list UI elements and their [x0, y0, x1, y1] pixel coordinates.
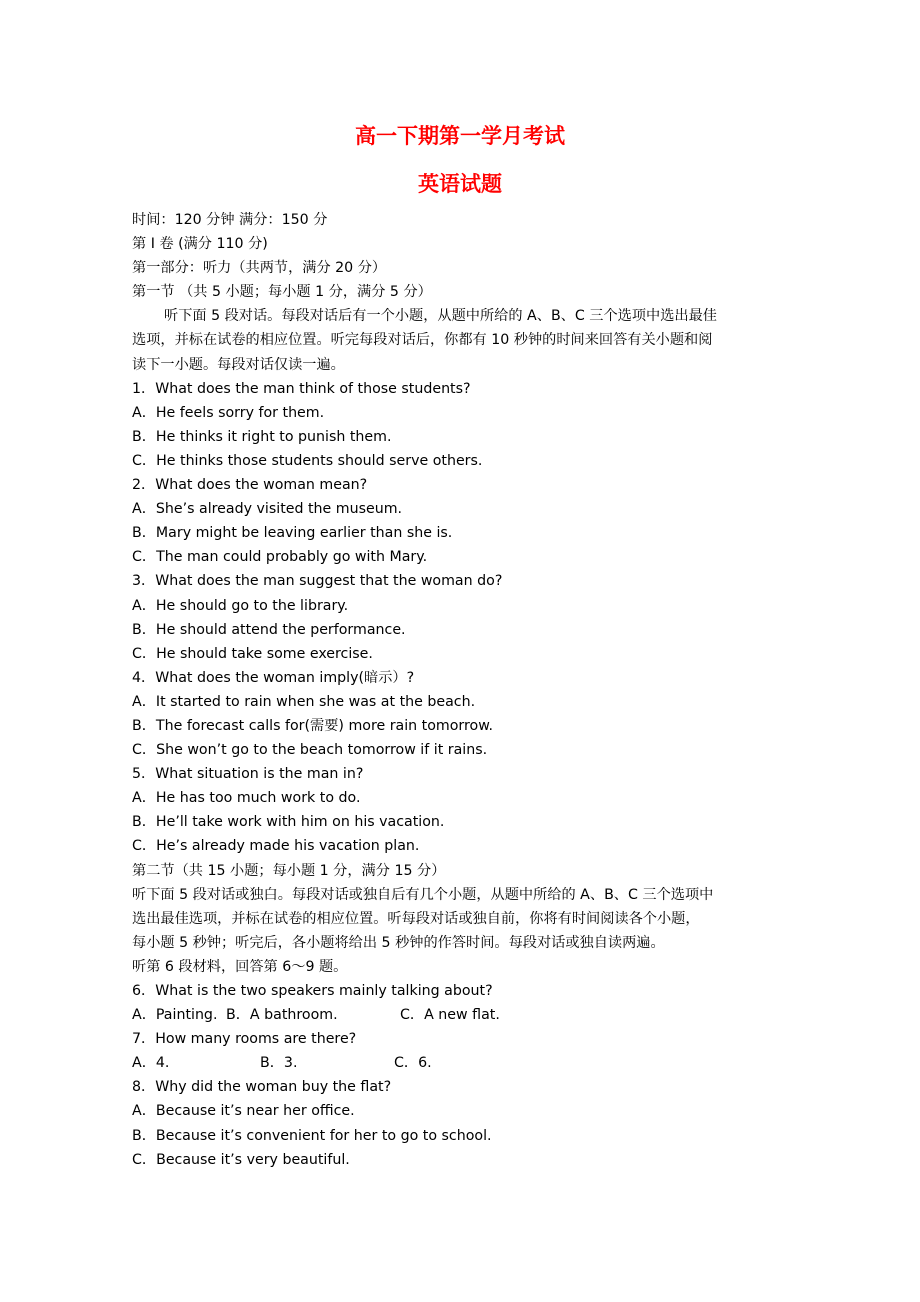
option-a: A．He feels sorry for them. [132, 404, 325, 421]
option-b: B．He should attend the performance. [132, 621, 406, 638]
exam-body [132, 208, 792, 1172]
section2-instruction-line: 听下面 5 段对话或独白。每段对话或独自后有几个小题，从题中所给的 A、B、C 三个选项中 [132, 886, 714, 903]
question-5: 5．What situation is the man in? [132, 766, 364, 783]
option-a: A．Painting. [132, 1007, 218, 1024]
material-line: 听第 6 段材料，回答第 6～9 题。 [132, 958, 348, 975]
option-b: B．Mary might be leaving earlier than she is. [132, 525, 453, 542]
option-c: C．A new flat. [400, 1007, 500, 1024]
option-b: B．He thinks it right to punish them. [132, 428, 392, 445]
section2-heading: 第二节（共 15 小题；每小题 1 分，满分 15 分） [132, 862, 446, 879]
time-score-line: 时间：120 分钟 满分：150 分 [132, 212, 328, 228]
section2-instruction-line: 选出最佳选项，并标在试卷的相应位置。听每段对话或独自前，你将有时间阅读各个小题， [132, 910, 700, 927]
option-c: C．He should take some exercise. [132, 645, 373, 662]
volume-line: 第 I 卷 (满分 110 分) [132, 236, 268, 253]
question-1: 1．What does the man think of those students? [132, 380, 471, 397]
question-8: 8．Why did the woman buy the flat? [132, 1079, 392, 1096]
option-a: A．He has too much work to do. [132, 790, 361, 807]
option-c: C．He’s already made his vacation plan. [132, 838, 420, 855]
option-a: A．4. [132, 1055, 170, 1072]
instruction-line: 听下面 5 段对话。每段对话后有一个小题，从题中所给的 A、B、C 三个选项中选出最佳 [164, 308, 717, 325]
section1-heading: 第一节 （共 5 小题；每小题 1 分，满分 5 分） [132, 284, 432, 301]
option-c: C．He thinks those students should serve others. [132, 452, 483, 469]
option-b: B．3. [260, 1055, 298, 1072]
question-7: 7．How many rooms are there? [132, 1031, 357, 1048]
option-a: A．He should go to the library. [132, 597, 349, 614]
option-b: B．He’ll take work with him on his vacation. [132, 814, 445, 831]
option-c: C．6. [394, 1055, 432, 1072]
option-b: B．Because it’s convenient for her to go to school. [132, 1127, 492, 1144]
option-c: C．She won’t go to the beach tomorrow if it rains. [132, 742, 488, 759]
exam-title: 高一下期第一学月考试 [355, 123, 565, 148]
instruction-line: 选项，并标在试卷的相应位置。听完每段对话后，你都有 10 秒钟的时间来回答有关小题和阅 [132, 332, 713, 349]
question-3: 3．What does the man suggest that the woman do? [132, 573, 503, 590]
options-row [132, 1051, 792, 1075]
section2-instruction-line: 每小题 5 秒钟；听完后，各小题将给出 5 秒钟的作答时间。每段对话或独自读两遍。 [132, 934, 665, 951]
instruction-line: 读下一小题。每段对话仅读一遍。 [132, 356, 345, 373]
part1-heading: 第一部分：听力（共两节，满分 20 分） [132, 260, 387, 277]
question-6: 6．What is the two speakers mainly talking about? [132, 983, 493, 999]
question-2: 2．What does the woman mean? [132, 477, 368, 494]
option-c: C．Because it’s very beautiful. [132, 1151, 350, 1168]
option-b: B．A bathroom. [226, 1007, 338, 1024]
options-row [132, 1003, 792, 1027]
option-c: C．The man could probably go with Mary. [132, 549, 428, 566]
exam-subtitle: 英语试题 [418, 171, 502, 196]
question-4: 4．What does the woman imply(暗示）? [132, 669, 415, 686]
option-b: B．The forecast calls for(需要) more rain tomorrow. [132, 717, 494, 734]
option-a: A．She’s already visited the museum. [132, 501, 403, 518]
option-a: A．Because it’s near her office. [132, 1103, 355, 1120]
option-a: A．It started to rain when she was at the beach. [132, 693, 476, 710]
